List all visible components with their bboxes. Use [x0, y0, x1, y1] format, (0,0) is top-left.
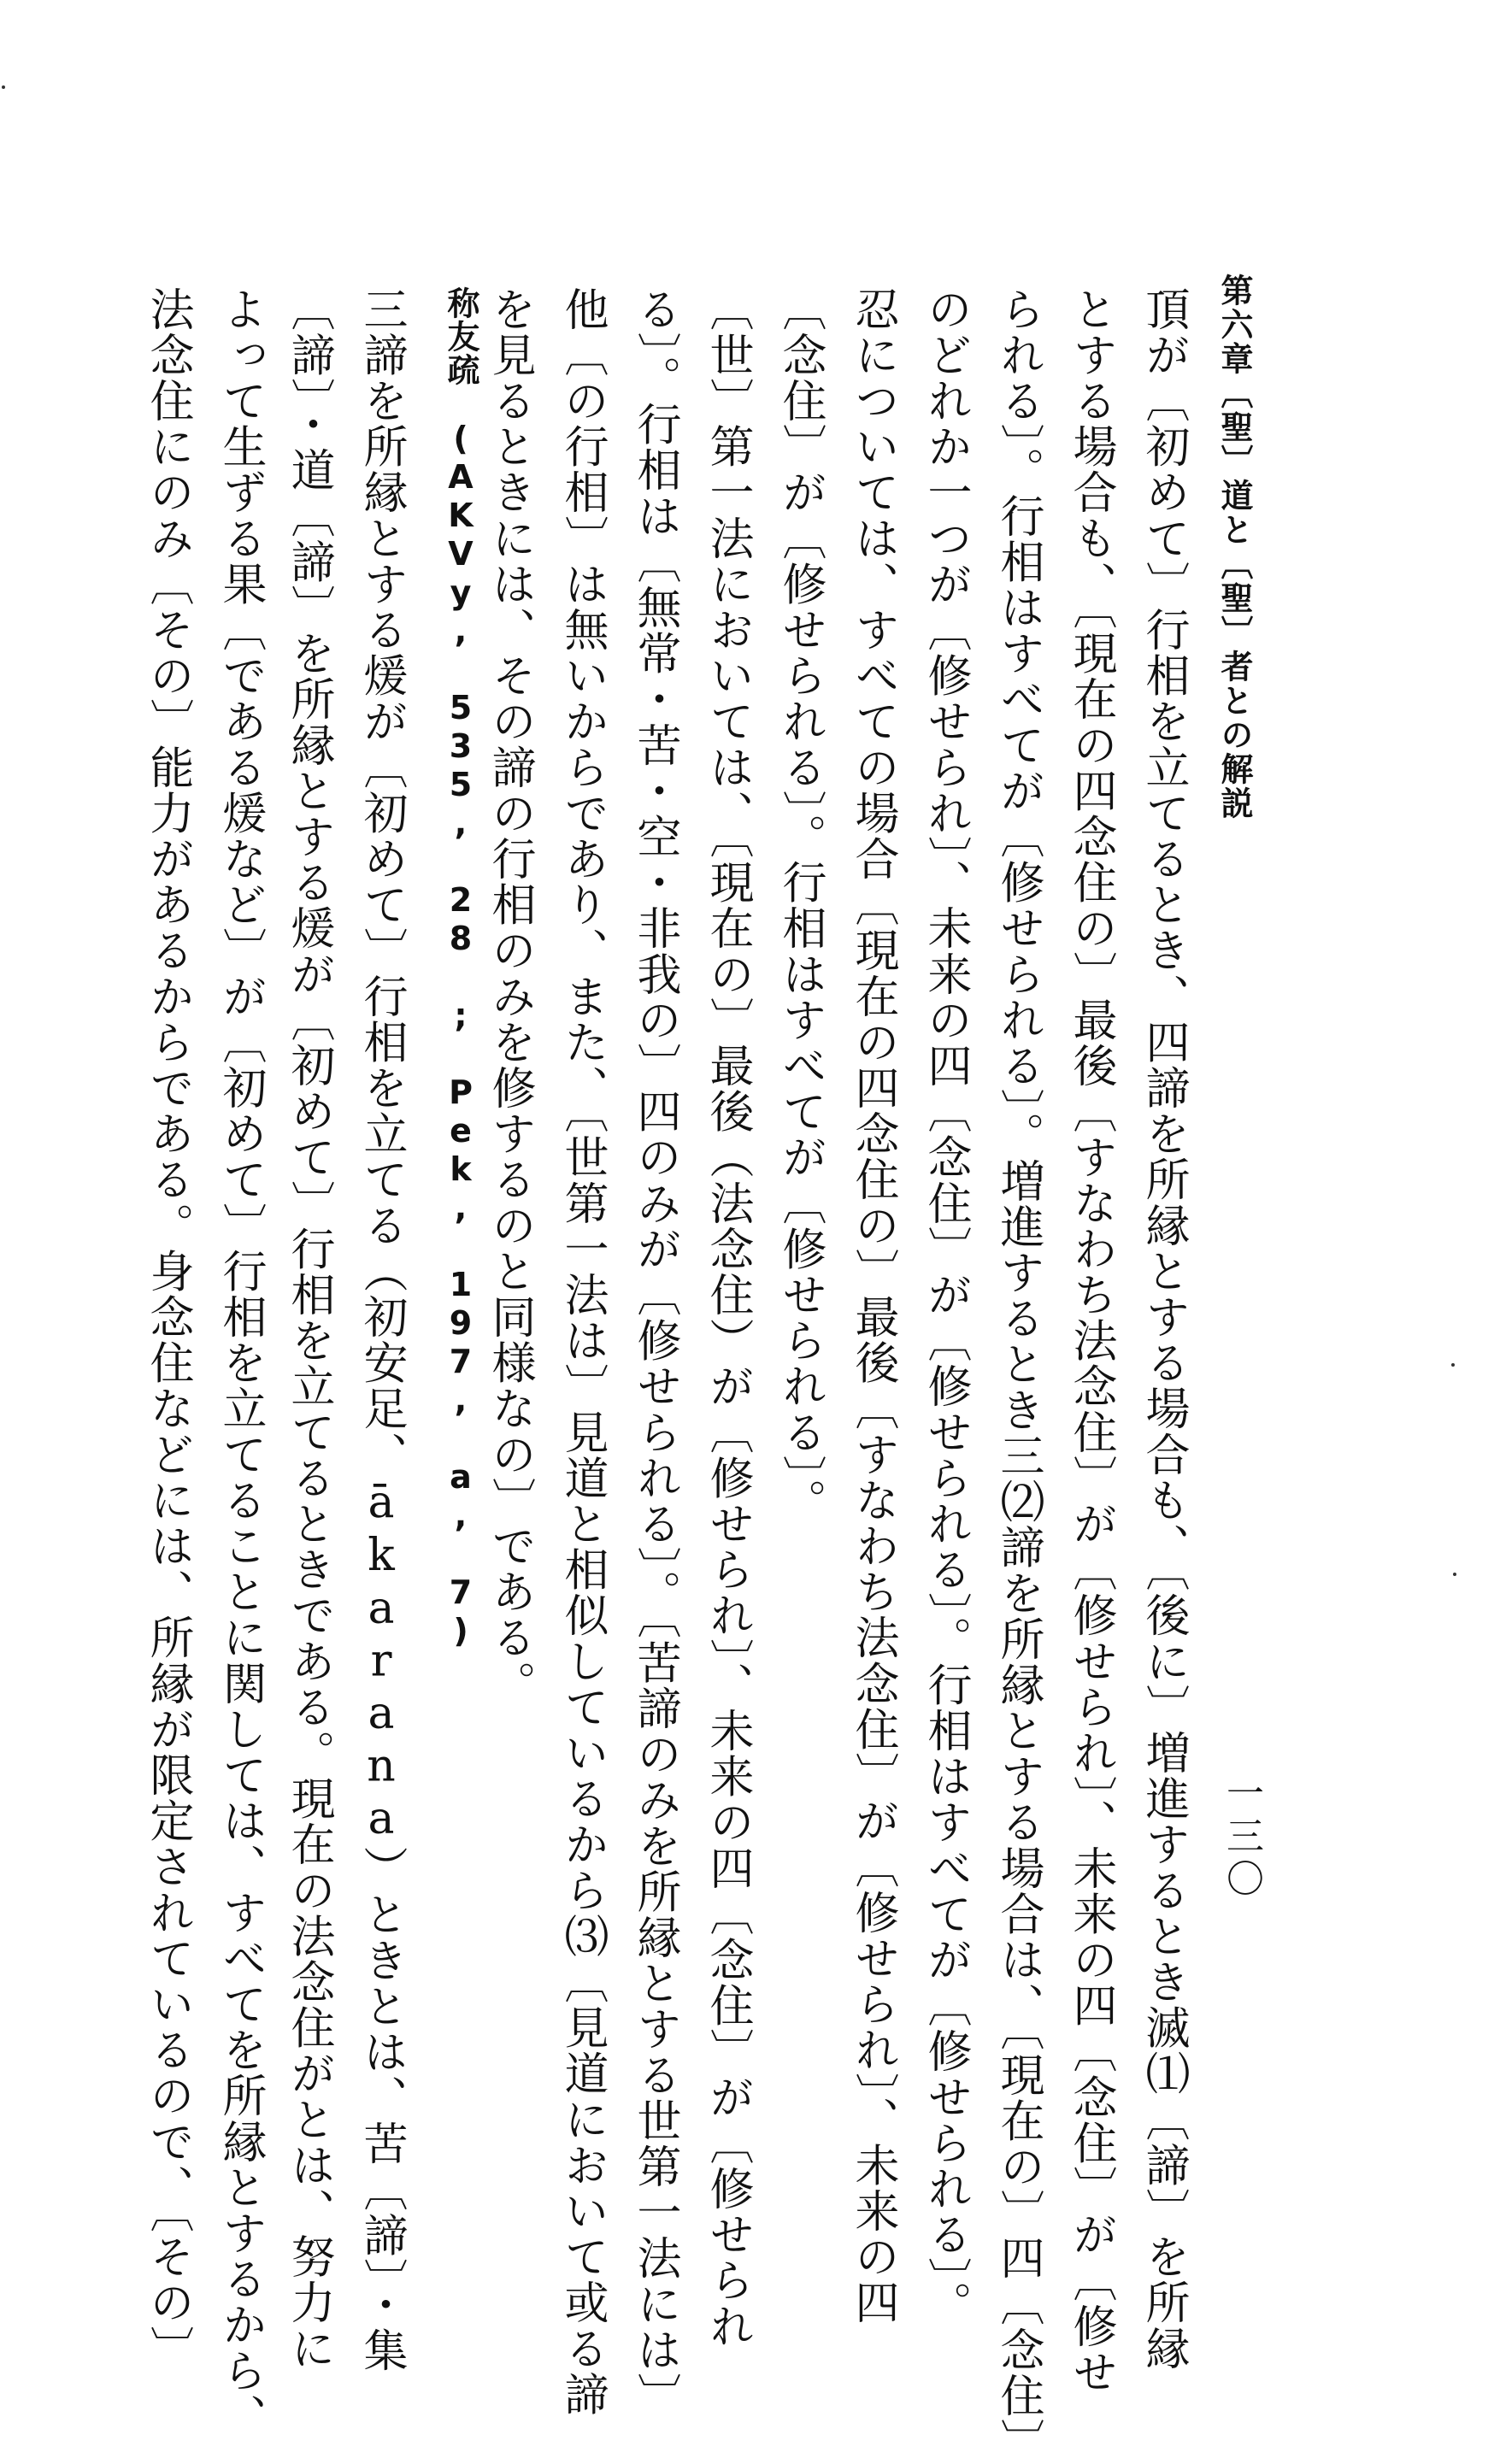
scan-speck	[2, 85, 5, 89]
text-line-14: 法念住にのみ〔その〕能力があるからである。身念住などには、所縁が限定されているので、〔その〕	[142, 286, 193, 2372]
text-line-8: る〕。行相は〔無常・苦・空・非我の〕四のみが〔修せられる〕。〔苦諦のみを所縁とする世第一法には〕	[629, 286, 680, 2419]
scan-speck	[1453, 1573, 1456, 1576]
scan-speck	[1451, 1363, 1455, 1367]
text-line-4: のどれか一つが〔修せられ〕、未来の四〔念住〕が〔修せられる〕。行相はすべてが〔修せられる〕。	[920, 286, 971, 2327]
text-line-3: られる〕。行相はすべてが〔修せられる〕。増進するとき三⑵諦を所縁とする場合は、〔現在の〕四〔念住〕	[992, 286, 1044, 2464]
text-line-10: を見るときには、その諦の行相のみを修するのと同様なの〕である。	[484, 286, 535, 1707]
text-line-2: とする場合も、〔現在の四念住の〕最後〔すなわち法念住〕が〔修せられ〕、未来の四〔念住〕が〔修せ	[1065, 286, 1116, 2396]
chapter-header: 第六章〔聖〕道と〔聖〕者との解説	[1215, 273, 1253, 820]
text-line-6: 〔念住〕が〔修せられる〕。行相はすべてが〔修せられる〕。	[774, 286, 826, 1525]
text-line-12: 〔諦〕・道〔諦〕を所縁とする煖が〔初めて〕行相を立てるときである。現在の法念住がとは、努力に	[283, 286, 334, 2372]
text-line-11: 三諦を所縁とする煖が〔初めて〕行相を立てる（初安足、ākarana）ときとは、苦〔諦〕・集	[356, 286, 407, 2373]
text-line-7: 〔世〕第一法においては、〔現在の〕最後（法念住）が〔修せられ〕、未来の四〔念住〕が〔修せられ	[702, 286, 753, 2349]
text-line-9: 他〔の行相〕は無いからであり、また、〔世第一法は〕見道と相似しているから⑶〔見道において或る諦	[556, 286, 608, 2418]
text-line-5: 忍については、すべての場合〔現在の四念住の〕最後〔すなわち法念住〕が〔修せられ〕、未来の四	[847, 286, 898, 2326]
text-line-1: 頂が〔初めて〕行相を立てるとき、四諦を所縁とする場合も、〔後に〕増進するとき滅⑴〔諦〕を所縁	[1138, 286, 1189, 2372]
commentary-heading: 称友疏 (AKVy, 535, 28 ; Pek, 197, a, 7)	[442, 286, 479, 1650]
page-number: 一三〇	[1220, 1773, 1263, 1902]
text-line-13: よって生ずる果〔である煖など〕が〔初めて〕行相を立てることに関しては、すべてを所縁とするから、	[215, 286, 266, 2440]
